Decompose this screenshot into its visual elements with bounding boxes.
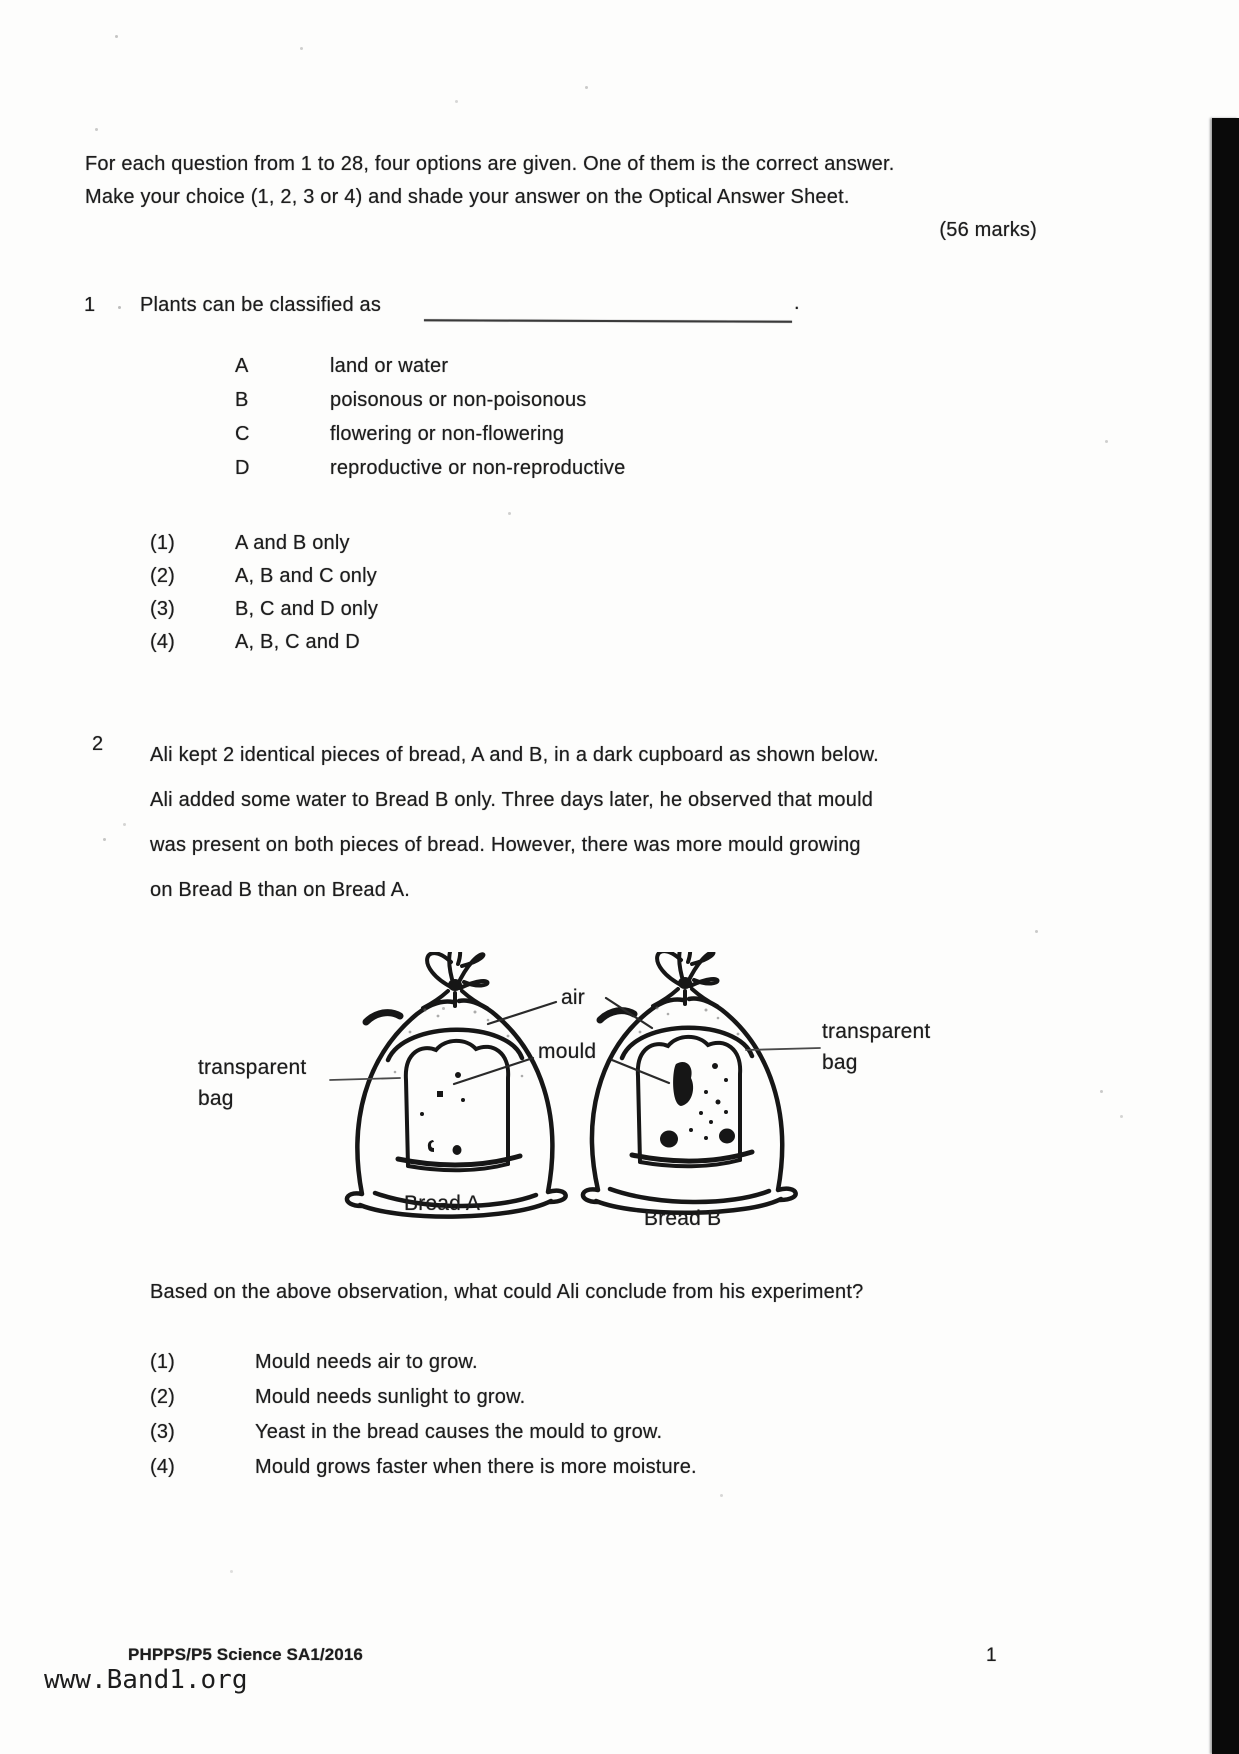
bread-b-caption: Bread B (644, 1207, 722, 1230)
air-label: air (561, 986, 585, 1009)
q1-sub-letter: D (235, 457, 250, 479)
q1-sub-text: reproductive or non-reproductive (330, 457, 626, 479)
q1-choice-number: (3) (150, 598, 176, 620)
q2-stem-line: on Bread B than on Bread A. (150, 879, 411, 901)
q1-sub-option (235, 349, 625, 383)
q2-stem-line: Ali kept 2 identical pieces of bread, A and B, in a dark cupboard as shown below. (150, 744, 879, 766)
q2-choice (150, 1415, 697, 1450)
q1-sub-text: poisonous or non-poisonous (330, 389, 587, 411)
q2-stem-line: Ali added some water to Bread B only. Three days later, he observed that mould (150, 789, 874, 811)
mould-spots-b (660, 1062, 735, 1148)
q2-stem-line: was present on both pieces of bread. However, there was more mould growing (150, 834, 861, 856)
bag-b (583, 952, 796, 1213)
instructions-line-2: Make your choice (1, 2, 3 or 4) and shade your answer on the Optical Answer Sheet. (85, 186, 850, 208)
q2-number: 2 (92, 733, 104, 755)
q2-choice-text: Mould grows faster when there is more moisture. (255, 1456, 697, 1478)
footer-document-code: PHPPS/P5 Science SA1/2016 (128, 1645, 363, 1664)
q2-choice-number: (4) (150, 1456, 176, 1478)
q1-sub-letter: B (235, 389, 249, 411)
q2-choices (150, 1345, 697, 1485)
mould-label: mould (538, 1040, 597, 1063)
footer-watermark-url: www.Band1.org (44, 1665, 248, 1695)
q1-choice (150, 527, 378, 560)
q2-choice-number: (3) (150, 1421, 176, 1443)
q1-sub-option (235, 383, 625, 417)
scanner-edge-strip (1212, 118, 1239, 1754)
q1-sub-option (235, 451, 625, 485)
q1-choice (150, 626, 378, 659)
q1-stem: Plants can be classified as (140, 294, 382, 316)
q2-choice (150, 1380, 697, 1415)
q2-choice (150, 1450, 697, 1485)
q1-answer-blank-line (424, 319, 792, 323)
q1-sub-option (235, 417, 625, 451)
marks-total: (56 marks) (939, 219, 1037, 241)
transparent-bag-label-left: transparent bag (198, 1056, 307, 1110)
q1-choice (150, 593, 378, 626)
q1-choice-text: A, B, C and D (235, 631, 360, 653)
q1-choice (150, 560, 378, 593)
q1-choice-number: (2) (150, 565, 176, 587)
mould-spots-a (420, 1072, 465, 1155)
scan-noise-specks (0, 0, 3, 3)
q1-choice-text: A, B and C only (235, 565, 377, 587)
q2-choice-text: Mould needs sunlight to grow. (255, 1386, 526, 1408)
q1-sub-letter: C (235, 423, 250, 445)
q2-choice-number: (1) (150, 1351, 176, 1373)
q2-choice-text: Yeast in the bread causes the mould to grow. (255, 1421, 663, 1443)
q1-sub-text: land or water (330, 355, 449, 377)
q1-sub-options (235, 349, 625, 485)
q1-choice-number: (4) (150, 631, 176, 653)
bread-a-caption: Bread A (404, 1192, 481, 1215)
q1-blank-period: . (794, 292, 800, 314)
q2-choice-number: (2) (150, 1386, 176, 1408)
instructions-block (85, 148, 1037, 214)
q1-choice-number: (1) (150, 532, 176, 554)
q1-sub-letter: A (235, 355, 249, 377)
q2-prompt: Based on the above observation, what could Ali conclude from his experiment? (150, 1281, 864, 1303)
q2-choice (150, 1345, 697, 1380)
q2-choice-text: Mould needs air to grow. (255, 1351, 478, 1373)
q1-choice-text: A and B only (235, 532, 350, 554)
instructions-line-1: For each question from 1 to 28, four options are given. One of them is the correct answer. (85, 153, 895, 175)
q2-stem (150, 733, 1050, 913)
q1-choice-text: B, C and D only (235, 598, 379, 620)
q1-choices (150, 527, 378, 659)
q1-number: 1 (84, 294, 96, 316)
transparent-bag-label-right: transparent bag (822, 1020, 931, 1074)
q1-sub-text: flowering or non-flowering (330, 423, 565, 445)
page-number: 1 (986, 1645, 997, 1666)
